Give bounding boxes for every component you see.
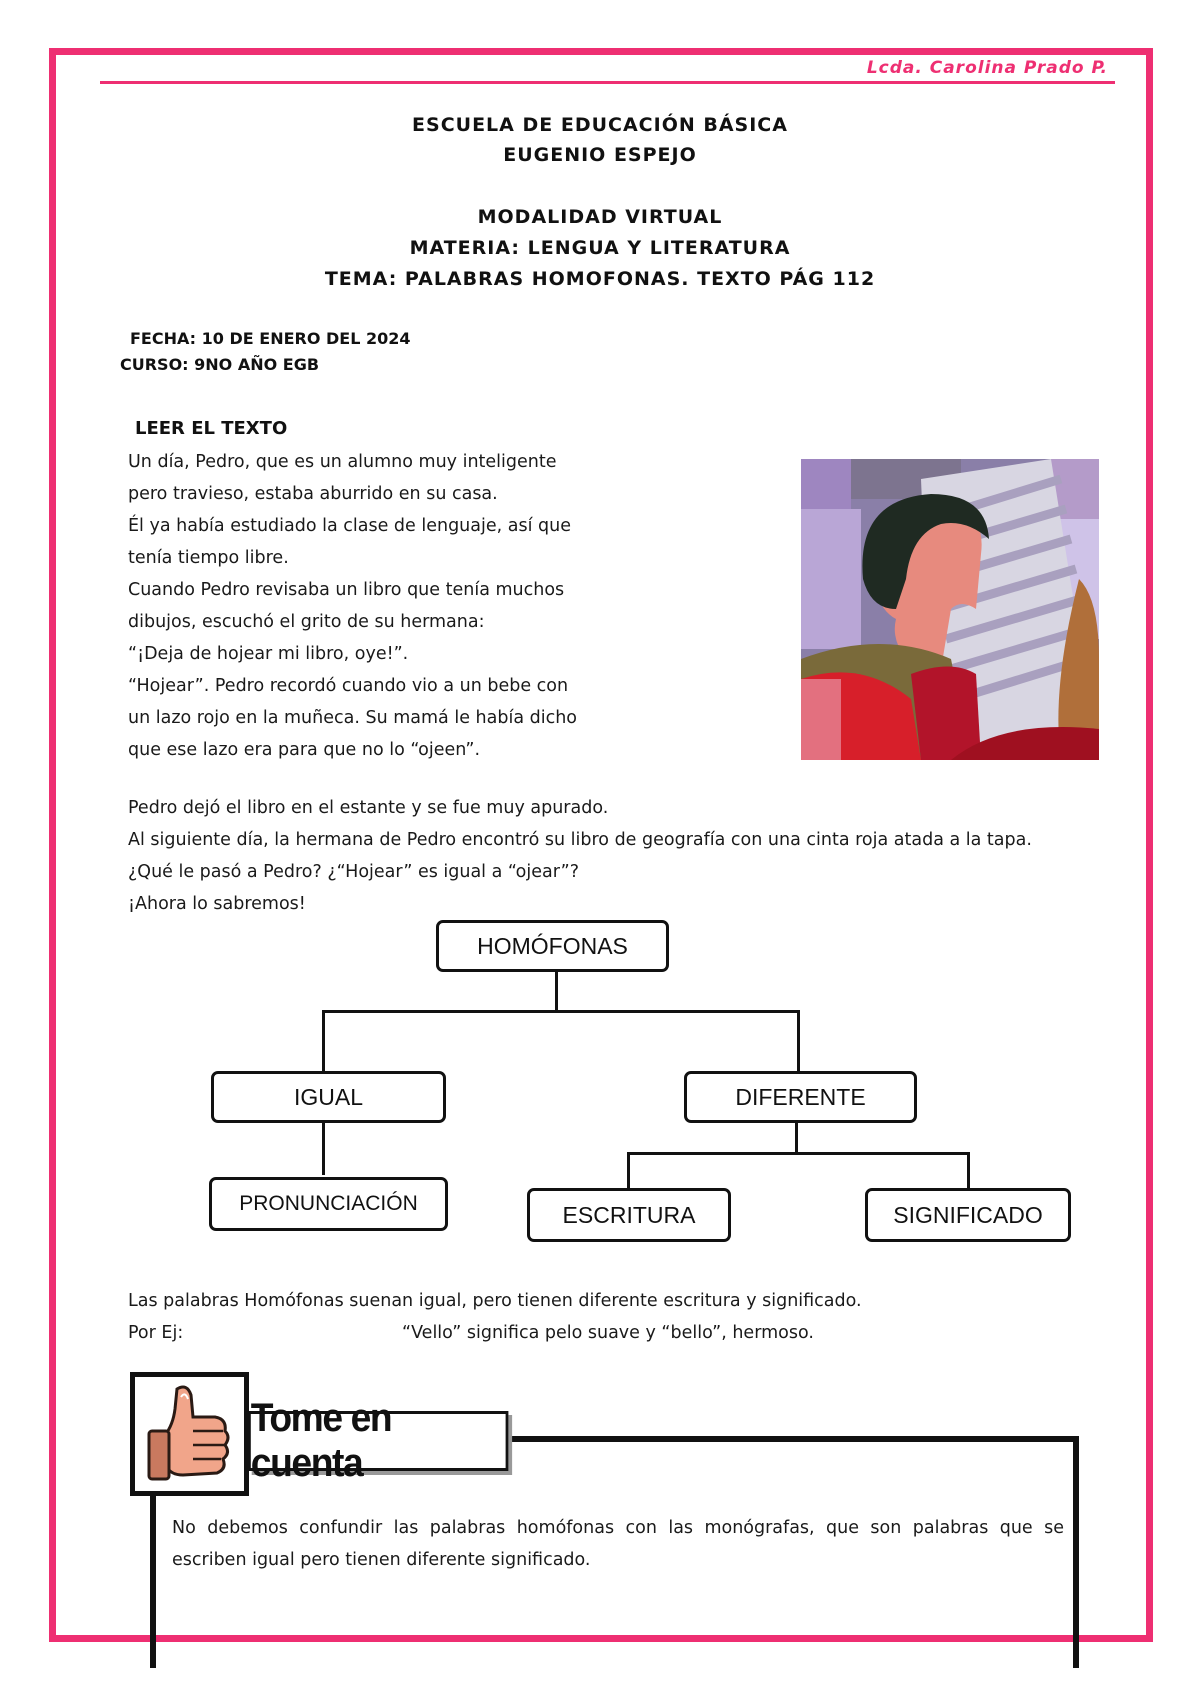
definition-line: Las palabras Homófonas suenan igual, pero tienen diferente escritura y significado. bbox=[128, 1291, 862, 1311]
example-text: “Vello” significa pelo suave y “bello”, hermoso. bbox=[402, 1323, 814, 1343]
thumb-frame bbox=[130, 1372, 249, 1496]
tome-en-cuenta-banner: Tome en cuenta bbox=[248, 1411, 508, 1471]
connector bbox=[322, 1010, 325, 1072]
summary-text bbox=[128, 1285, 862, 1317]
note-text: No debemos confundir las palabras homófonas con las monógrafas, que son palabras que se escriben igual pero tienen diferente significado. bbox=[172, 1518, 1064, 1570]
reading-line: pero travieso, estaba aburrido en su casa. bbox=[128, 484, 498, 504]
reading-continued bbox=[128, 792, 1032, 920]
reading-heading: LEER EL TEXTO bbox=[135, 418, 288, 439]
example-text-wrap bbox=[402, 1317, 814, 1349]
connector bbox=[322, 1010, 800, 1013]
diagram-root-homofonas: HOMÓFONAS bbox=[436, 920, 669, 972]
reading-line: “Hojear”. Pedro recordó cuando vio a un bebe con bbox=[128, 676, 569, 696]
reading-line: Él ya había estudiado la clase de lenguaje, así que bbox=[128, 516, 571, 536]
reading-line: un lazo rojo en la muñeca. Su mamá le había dicho bbox=[128, 708, 577, 728]
reading-text bbox=[128, 446, 577, 766]
subject: MATERIA: LENGUA Y LITERATURA bbox=[409, 237, 791, 259]
reading-line: Un día, Pedro, que es un alumno muy inteligente bbox=[128, 452, 557, 472]
school-name-line2: EUGENIO ESPEJO bbox=[503, 144, 697, 166]
example-label-wrap bbox=[128, 1317, 183, 1349]
reading-line: ¿Qué le pasó a Pedro? ¿“Hojear” es igual a “ojear”? bbox=[128, 862, 580, 882]
reading-line: que ese lazo era para que no lo “ojeen”. bbox=[128, 740, 481, 760]
connector bbox=[795, 1121, 798, 1154]
connector bbox=[322, 1121, 325, 1175]
author-name: Lcda. Carolina Prado P. bbox=[866, 58, 1108, 78]
modality: MODALIDAD VIRTUAL bbox=[477, 206, 723, 228]
connector bbox=[967, 1152, 970, 1190]
course-field: CURSO: 9NO AÑO EGB bbox=[120, 355, 320, 374]
header-rule bbox=[100, 81, 1115, 84]
reading-line: Pedro dejó el libro en el estante y se fue muy apurado. bbox=[128, 798, 609, 818]
reading-line: tenía tiempo libre. bbox=[128, 548, 289, 568]
connector bbox=[627, 1152, 970, 1155]
date-field: FECHA: 10 DE ENERO DEL 2024 bbox=[130, 329, 411, 348]
connector bbox=[627, 1152, 630, 1190]
diagram-node-significado: SIGNIFICADO bbox=[865, 1188, 1071, 1242]
reading-line: dibujos, escuchó el grito de su hermana: bbox=[128, 612, 485, 632]
thumbs-up-icon bbox=[135, 1377, 244, 1491]
diagram-node-escritura: ESCRITURA bbox=[527, 1188, 731, 1242]
reading-line: Cuando Pedro revisaba un libro que tenía muchos bbox=[128, 580, 565, 600]
connector bbox=[555, 970, 558, 1010]
diagram-node-pronunciacion: PRONUNCIACIÓN bbox=[209, 1177, 448, 1231]
reading-line: Al siguiente día, la hermana de Pedro encontró su libro de geografía con una cinta roja atada a la tapa. bbox=[128, 830, 1032, 850]
reading-boy-illustration bbox=[801, 459, 1099, 760]
example-label: Por Ej: bbox=[128, 1323, 184, 1343]
reading-line: ¡Ahora lo sabremos! bbox=[128, 894, 306, 914]
diagram-node-igual: IGUAL bbox=[211, 1071, 446, 1123]
topic: TEMA: PALABRAS HOMOFONAS. TEXTO PÁG 112 bbox=[324, 268, 876, 290]
connector bbox=[797, 1010, 800, 1072]
reading-line: “¡Deja de hojear mi libro, oye!”. bbox=[128, 644, 409, 664]
diagram-node-diferente: DIFERENTE bbox=[684, 1071, 917, 1123]
school-name-line1: ESCUELA DE EDUCACIÓN BÁSICA bbox=[412, 114, 788, 136]
